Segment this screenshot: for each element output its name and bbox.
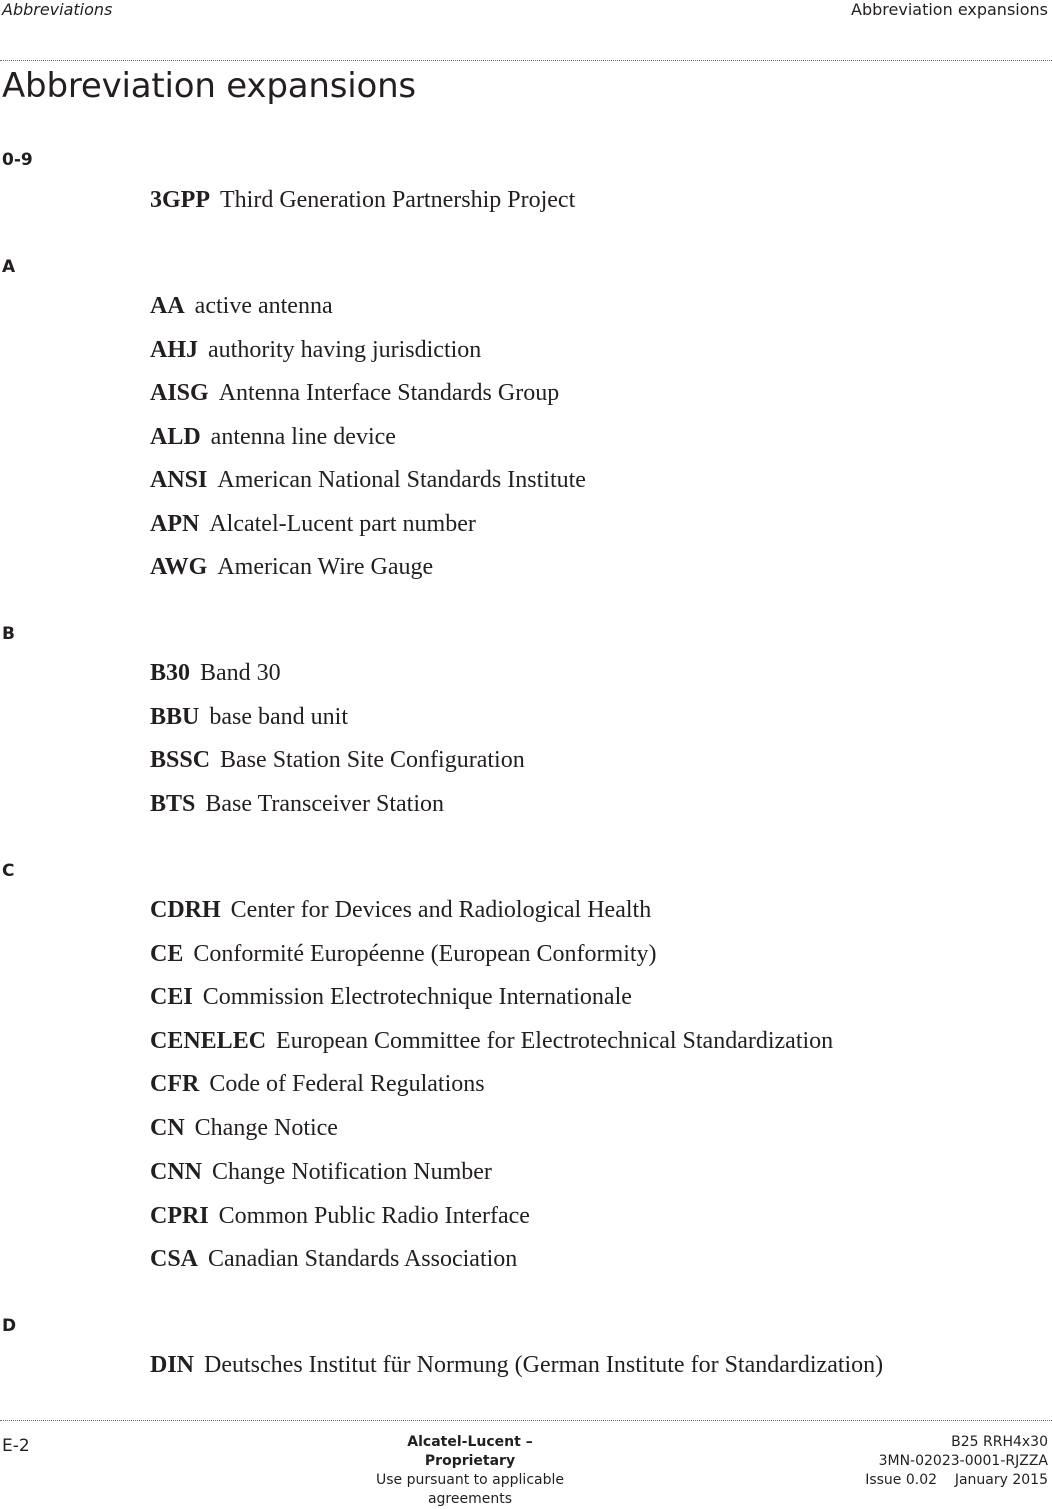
abbreviation-entry	[150, 1115, 338, 1142]
running-header-chapter: Abbreviations	[2, 0, 113, 19]
abbreviation-expansion: Third Generation Partnership Project	[220, 187, 576, 213]
abbreviation-entry	[150, 747, 525, 774]
footer-proprietary-notice	[370, 1433, 570, 1509]
abbreviation-entry	[150, 511, 476, 538]
abbreviation-entry	[150, 660, 281, 687]
abbreviation-term: AISG	[150, 380, 209, 406]
abbreviation-entry	[150, 467, 586, 494]
section-heading-0-9: 0-9	[2, 150, 33, 170]
page-number: E-2	[2, 1436, 30, 1456]
footer-divider	[0, 1420, 1052, 1421]
abbreviation-entry	[150, 1159, 492, 1186]
abbreviation-expansion: Canadian Standards Association	[208, 1246, 518, 1272]
section-heading-a: A	[2, 257, 16, 277]
section-heading-c: C	[2, 861, 15, 881]
abbreviation-expansion: Commission Electrotechnique Internationale	[202, 984, 632, 1010]
abbreviation-expansion: American National Standards Institute	[217, 467, 586, 493]
abbreviation-term: BBU	[150, 704, 200, 730]
abbreviation-entry	[150, 897, 651, 924]
abbreviation-term: CEI	[150, 984, 193, 1010]
abbreviation-expansion: Common Public Radio Interface	[218, 1203, 530, 1229]
usage-notice: Use pursuant to applicable agreements	[376, 1472, 564, 1507]
abbreviation-term: CSA	[150, 1246, 199, 1272]
document-number: 3MN-02023-0001-RJZZA	[878, 1453, 1048, 1469]
abbreviation-expansion: active antenna	[194, 293, 333, 319]
abbreviation-expansion: Alcatel-Lucent part number	[209, 511, 476, 537]
abbreviation-term: CPRI	[150, 1203, 209, 1229]
abbreviation-entry	[150, 791, 444, 818]
abbreviation-expansion: European Committee for Electrotechnical Standardization	[276, 1028, 834, 1054]
abbreviation-term: CE	[150, 941, 184, 967]
proprietary-label: Alcatel-Lucent – Proprietary	[407, 1434, 533, 1469]
abbreviation-entry	[150, 704, 348, 731]
abbreviation-entry	[150, 941, 657, 968]
abbreviation-term: AA	[150, 293, 185, 319]
abbreviation-entry	[150, 984, 632, 1011]
abbreviation-expansion: antenna line device	[210, 424, 396, 450]
abbreviation-term: CFR	[150, 1071, 200, 1097]
abbreviation-expansion: Change Notification Number	[212, 1159, 492, 1185]
abbreviation-term: AWG	[150, 554, 208, 580]
abbreviation-entry	[150, 293, 333, 320]
abbreviation-term: 3GPP	[150, 187, 210, 213]
abbreviation-expansion: Center for Devices and Radiological Health	[230, 897, 652, 923]
abbreviation-expansion: Conformité Européenne (European Conformity)	[193, 941, 657, 967]
abbreviation-term: ANSI	[150, 467, 208, 493]
abbreviation-term: CNN	[150, 1159, 202, 1185]
abbreviation-entry	[150, 187, 575, 214]
abbreviation-entry	[150, 337, 481, 364]
abbreviation-entry	[150, 1352, 883, 1379]
section-heading-d: D	[2, 1316, 17, 1336]
abbreviation-entry	[150, 1028, 833, 1055]
footer-document-info	[865, 1433, 1048, 1490]
abbreviation-term: APN	[150, 511, 200, 537]
abbreviation-expansion: Code of Federal Regulations	[209, 1071, 485, 1097]
section-heading-b: B	[2, 624, 15, 644]
abbreviation-expansion: authority having jurisdiction	[208, 337, 482, 363]
abbreviation-entry	[150, 380, 559, 407]
running-header-section: Abbreviation expansions	[851, 0, 1048, 19]
abbreviation-expansion: Change Notice	[194, 1115, 338, 1141]
abbreviation-term: BTS	[150, 791, 196, 817]
abbreviation-expansion: American Wire Gauge	[217, 554, 434, 580]
abbreviation-expansion: Deutsches Institut für Normung (German Institute for Standardization)	[204, 1352, 884, 1378]
abbreviation-expansion: base band unit	[209, 704, 348, 730]
abbreviation-expansion: Base Station Site Configuration	[220, 747, 525, 773]
abbreviation-term: ALD	[150, 424, 201, 450]
issue-date: Issue 0.02 January 2015	[865, 1472, 1048, 1488]
abbreviation-expansion: Base Transceiver Station	[205, 791, 445, 817]
abbreviation-expansion: Antenna Interface Standards Group	[218, 380, 560, 406]
abbreviation-term: DIN	[150, 1352, 195, 1378]
page-title: Abbreviation expansions	[2, 66, 416, 106]
abbreviation-entry	[150, 1246, 517, 1273]
abbreviation-term: CENELEC	[150, 1028, 267, 1054]
abbreviation-term: CDRH	[150, 897, 221, 923]
abbreviation-term: B30	[150, 660, 191, 686]
abbreviation-entry	[150, 554, 433, 581]
abbreviation-expansion: Band 30	[200, 660, 281, 686]
abbreviation-term: BSSC	[150, 747, 211, 773]
abbreviation-entry	[150, 424, 396, 451]
abbreviation-entry	[150, 1071, 485, 1098]
abbreviation-entry	[150, 1203, 530, 1230]
product-name: B25 RRH4x30	[951, 1434, 1048, 1450]
abbreviation-term: CN	[150, 1115, 185, 1141]
header-divider	[0, 60, 1052, 61]
abbreviation-term: AHJ	[150, 337, 198, 363]
